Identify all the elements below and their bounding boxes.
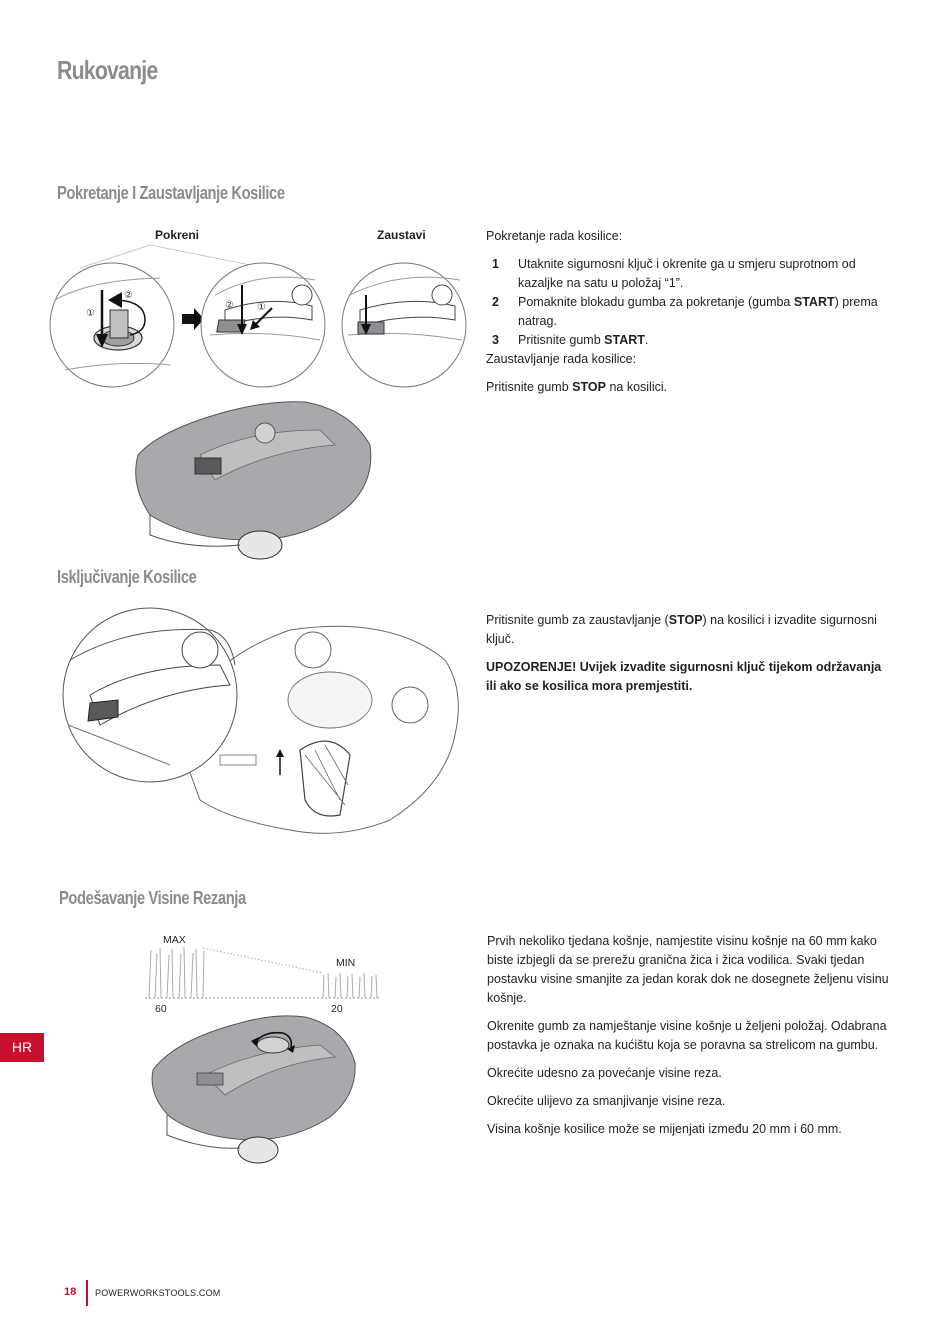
label-min: MIN [336, 957, 356, 969]
step-2 [486, 293, 896, 331]
figure-label-start: Pokreni [155, 228, 200, 242]
start-intro: Pokretanje rada kosilice: [486, 229, 623, 243]
step-text: Utaknite sigurnosni ključ i okrenite ga u smjeru suprotnom od kazaljke na satu u položaj “1”. [518, 257, 856, 290]
stop-text: Pritisnite gumb STOP na kosilici. [486, 380, 668, 394]
start-instructions [486, 227, 896, 405]
grass-height-diagram [145, 947, 380, 998]
callout-2: ② [124, 290, 133, 301]
paragraph: Visina košnje kosilice može se mijenjati između 20 mm i 60 mm. [487, 1122, 842, 1136]
stop-intro: Zaustavljanje rada kosilice: [486, 352, 637, 366]
start-stop-illustration [50, 240, 470, 560]
stop-button-zoom-circle [63, 608, 237, 782]
step-1 [486, 255, 896, 293]
paragraph: Prvih nekoliko tjedana košnje, namjestite visinu košnje na 60 mm kako biste izbjegli da se prerežu granična žica i žica vodilica. Svaki tjedan postavku visine smanjite za jedan korak dok ne dosegnete željenu visinu košnje. [487, 934, 889, 1005]
step-3 [486, 331, 896, 350]
mower-illustration [136, 402, 371, 559]
label-max: MAX [163, 934, 186, 946]
switch-off-instructions [486, 611, 891, 704]
cutting-height-illustration [145, 945, 385, 1170]
callout-2b: ② [225, 300, 234, 311]
paragraph: Okrećite udesno za povećanje visine reza. [487, 1066, 722, 1080]
figure-label-stop: Zaustavi [377, 228, 426, 242]
section-title-switch-off: Isključivanje Kosilice [57, 567, 197, 587]
step-text: Pomaknite blokadu gumba za pokretanje (gumba START) prema natrag. [518, 295, 878, 328]
cutting-height-instructions [487, 932, 899, 1147]
language-tab: HR [0, 1033, 44, 1062]
page-number: 18 [64, 1286, 77, 1298]
start-button-detail-circle [201, 263, 325, 387]
switch-off-illustration [60, 605, 465, 840]
footer-divider [86, 1280, 88, 1306]
step-number: 2 [492, 295, 499, 309]
warning-text: UPOZORENJE! Uvijek izvadite sigurnosni ključ tijekom održavanja ili ako se kosilica mora premjestiti. [486, 660, 882, 693]
section-title-cutting-height: Podešavanje Visine Rezanja [59, 888, 246, 908]
paragraph: Okrećite ulijevo za smanjivanje visine reza. [487, 1094, 726, 1108]
section-title-start-stop: Pokretanje I Zaustavljanje Kosilice [57, 183, 285, 203]
mower-height-knob-illustration [152, 1016, 355, 1163]
step-text: Pritisnite gumb START. [518, 333, 649, 347]
stop-button-detail-circle [342, 263, 466, 387]
value-60: 60 [155, 1003, 167, 1015]
value-20: 20 [331, 1003, 343, 1015]
footer-url: POWERWORKSTOOLS.COM [95, 1288, 221, 1298]
callout-1b: ① [257, 302, 266, 313]
paragraph: Okrenite gumb za namještanje visine košnje u željeni položaj. Odabrana postavka je oznaka na kućištu koja se poravna sa strelicom na gumbu. [487, 1019, 887, 1052]
callout-1: ① [86, 308, 95, 319]
key-detail-circle [50, 263, 174, 387]
switch-off-text: Pritisnite gumb za zaustavljanje (STOP) na kosilici i izvadite sigurnosni ključ. [486, 613, 877, 646]
step-number: 1 [492, 257, 499, 271]
page-title: Rukovanje [57, 55, 158, 85]
step-number: 3 [492, 333, 499, 347]
